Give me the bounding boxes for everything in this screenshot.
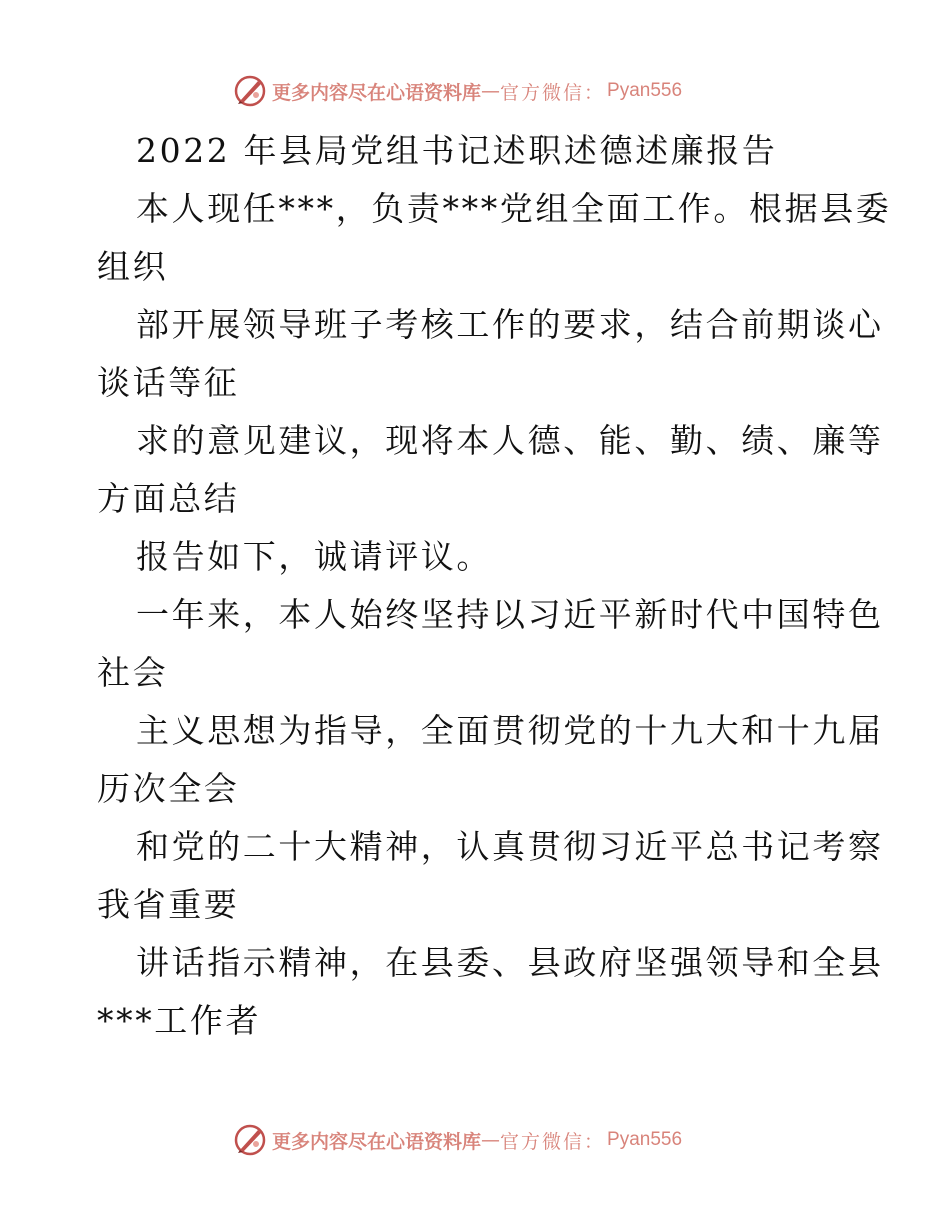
text-line: 本人现任***，负责***党组全面工作。根据县委 — [136, 189, 892, 228]
watermark-dash: — — [481, 1129, 501, 1151]
quill-logo-icon — [232, 1122, 268, 1158]
text-line: 和党的二十大精神，认真贯彻习近平总书记考察 — [136, 827, 884, 866]
text-line: 报告如下，诚请评议。 — [136, 537, 492, 576]
watermark-wechat-label: 官方微信： — [500, 81, 606, 104]
text-line: 谈话等征 — [97, 363, 240, 402]
watermark-main-text: 更多内容尽在心语资料库 — [272, 81, 482, 104]
watermark-wechat-id: Pyan556 — [607, 80, 683, 101]
text-line: 一年来，本人始终坚持以习近平新时代中国特色 — [136, 595, 884, 634]
text-line: 我省重要 — [97, 885, 240, 924]
text-line: ***工作者 — [97, 1001, 262, 1040]
text-line: 方面总结 — [97, 479, 240, 518]
watermark-dash: — — [481, 80, 501, 102]
header-watermark — [232, 71, 682, 111]
document-body — [97, 122, 892, 1050]
text-line: 讲话指示精神，在县委、县政府坚强领导和全县 — [136, 943, 884, 982]
text-line: 部开展领导班子考核工作的要求，结合前期谈心 — [136, 305, 884, 344]
text-line: 2022 年县局党组书记述职述德述廉报告 — [136, 131, 778, 170]
quill-logo-icon — [232, 73, 268, 109]
footer-watermark — [232, 1120, 682, 1160]
text-line: 求的意见建议，现将本人德、能、勤、绩、廉等 — [136, 421, 884, 460]
text-line: 社会 — [97, 653, 169, 692]
text-line: 组织 — [97, 247, 169, 286]
text-line: 主义思想为指导，全面贯彻党的十九大和十九届 — [136, 711, 884, 750]
text-line: 历次全会 — [97, 769, 240, 808]
watermark-main-text: 更多内容尽在心语资料库 — [272, 1130, 482, 1153]
watermark-wechat-id: Pyan556 — [607, 1129, 683, 1150]
watermark-wechat-label: 官方微信： — [500, 1130, 606, 1153]
